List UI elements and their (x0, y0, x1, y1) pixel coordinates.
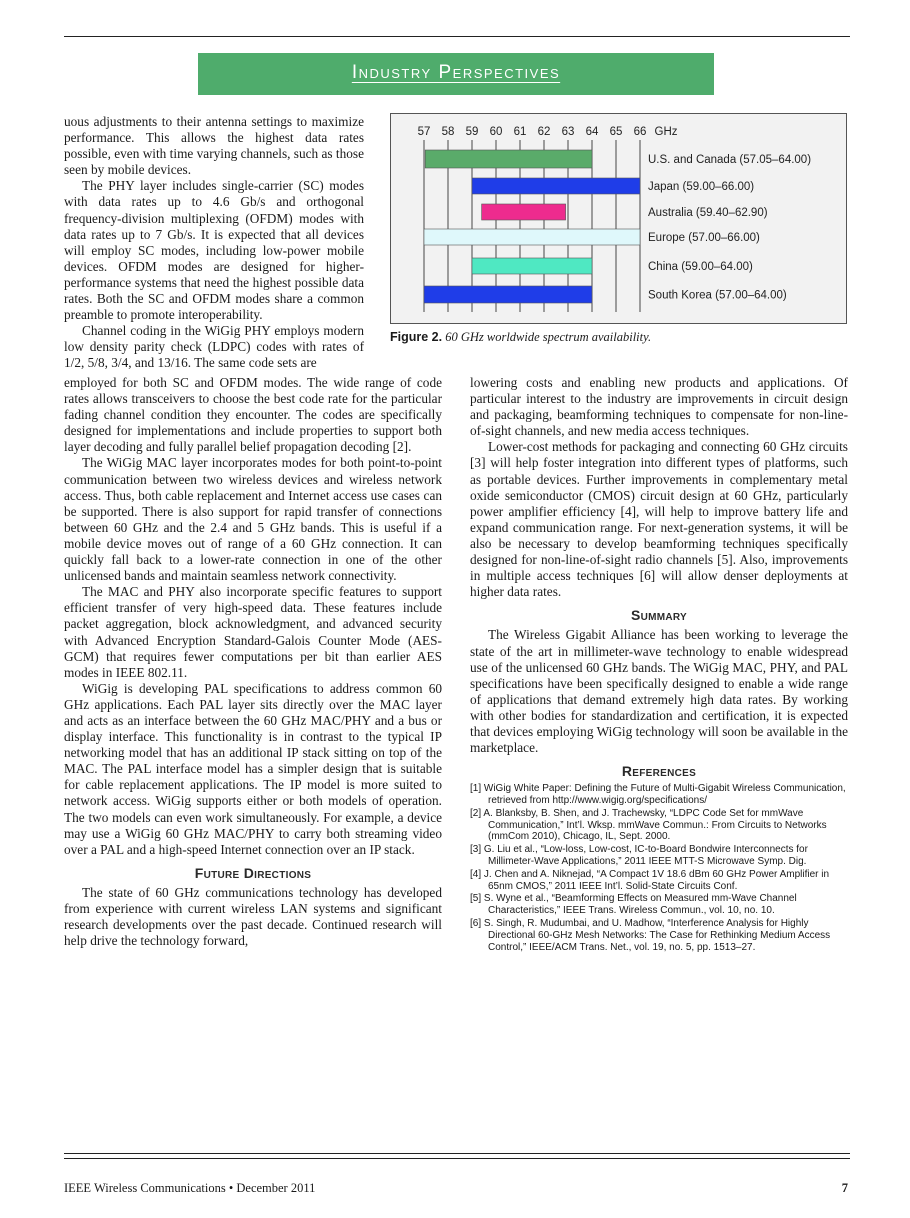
spectrum-bar (482, 204, 566, 220)
spectrum-bar (424, 229, 640, 245)
paragraph: WiGig is developing PAL specifications to address common 60 GHz applications. Each PAL layer sits directly over the MAC layer and acts as an interface between the 60 GHz MAC/PHY and a bus or display interface. This functionality is in contrast to the typical IP networking model that has an additional IP stack sitting on top of the MAC. The PAL interface model has a simpler design that is suitable for cable replacement applications. The IP model is more suited to network access. WiGig supports either or both models of operation. The two models can even work simultaneously. For example, a device may use a WiGig 60 GHz MAC/PHY to carry both streaming video over a PAL and a high-speed Internet connection over an IP stack. (64, 680, 442, 857)
paragraph: uous adjustments to their antenna settings to maximize performance. This allows the highest data rates possible, even with time varying channels, such as those seen by mobile devices. (64, 114, 364, 178)
paragraph: Channel coding in the WiGig PHY employs modern low density parity check (LDPC) codes with rates of 1/2, 5/8, 3/4, and 13/16. The same code sets are (64, 323, 364, 371)
future-directions-heading: Future Directions (194, 864, 312, 881)
spectrum-bar (472, 178, 640, 194)
summary-heading: Summary (630, 607, 688, 624)
reference-item: [5] S. Wyne et al., “Beamforming Effects on Measured mm-Wave Channel Characteristics,” IEEE Trans. Wireless Commun., vol. 10, no. 10. (470, 893, 797, 917)
paragraph: The state of 60 GHz communications technology has developed from experience with current wireless LAN systems and significant research developments over the past decade. Continued research will help drive the technology forward, (64, 884, 442, 949)
bar-label: U.S. and Canada (57.05–64.00) (648, 154, 812, 166)
figure-caption-text: 60 GHz worldwide spectrum availability. (445, 330, 652, 344)
reference-item: [4] J. Chen and A. Niknejad, “A Compact 1V 18.6 dBm 60 GHz Power Amplifier in 65nm CMOS,” 2011 IEEE Int’l. Solid-State Circuits Conf. (470, 868, 830, 892)
bar-label: Japan (59.00–66.00) (648, 181, 755, 193)
bar-label: South Korea (57.00–64.00) (648, 289, 787, 302)
paragraph: The MAC and PHY also incorporate specific features to support efficient transfer of very high-speed data. These features include packet aggregation, block acknowledgment, and advanced security with Advanced Encryption Standard-Galois Counter Mode (AES-GCM) that requires fewer computations per bit than earlier AES modes in IEEE 802.11. (64, 584, 442, 680)
spectrum-bar (425, 150, 592, 168)
tick-label: 58 (441, 126, 455, 138)
spectrum-chart (390, 113, 847, 324)
right-main-column (470, 375, 848, 954)
spectrum-bar (472, 258, 592, 274)
spectrum-chart-svg (391, 114, 846, 323)
tick-label: 66 (633, 126, 647, 138)
footer-rule-1 (64, 1153, 850, 1154)
bar-label: Australia (59.40–62.90) (648, 207, 768, 219)
tick-label: 64 (585, 126, 599, 138)
left-top-column (64, 114, 364, 372)
bar-label: Europe (57.00–66.00) (648, 232, 760, 244)
bar-label: China (59.00–64.00) (648, 261, 753, 273)
axis-unit-label: GHz (654, 126, 678, 138)
paragraph: The PHY layer includes single-carrier (SC) modes with data rates up to 4.6 Gb/s and orthogonal frequency-division multiplexing (OFDM) modes with data rates up to 7 Gb/s. It is expected that all devices will employ SC modes, including low-power mobile devices. OFDM modes are designed for higher-performance systems that need the highest possible data rates. Both the SC and OFDM modes share a common preamble to promote interoperability. (64, 178, 364, 323)
tick-label: 65 (609, 126, 623, 138)
left-main-column (64, 375, 442, 949)
tick-label: 59 (465, 126, 479, 138)
tick-label: 61 (513, 126, 527, 138)
footer-rule-2 (64, 1158, 850, 1159)
paragraph: lowering costs and enabling new products and applications. Of particular interest to the industry are improvements in circuit design and packaging, beamforming techniques to compensate for non-line-of-sight channels, and new media access techniques. (470, 375, 848, 439)
tick-label: 62 (537, 126, 551, 138)
footer-journal: IEEE Wireless Communications • December 2011 (64, 1181, 316, 1195)
tick-label: 57 (417, 126, 431, 138)
paragraph: The Wireless Gigabit Alliance has been working to leverage the state of the art in millimeter-wave technology to enable widespread use of the unlicensed 60 GHz bands. The WiGig MAC, PHY, and PAL specifications have been specifically designed to enable a wide range of applications that demand extremely high data rates. By working with other bodies for standardization and certification, it is expected that devices employing WiGig technology will soon be available in the marketplace. (470, 627, 848, 756)
page-number: 7 (841, 1181, 848, 1195)
reference-item: [6] S. Singh, R. Mudumbai, and U. Madhow, “Interference Analysis for Highly Directional 60-GHz Mesh Networks: The Case for Rethinking Medium Access Control,” IEEE/ACM Trans. Net., vol. 19, no. 5, pp. 1513–27. (470, 918, 831, 953)
reference-item: [3] G. Liu et al., “Low-loss, Low-cost, IC-to-Board Bondwire Interconnects for Millimeter-Wave Applications,” 2011 IEEE MTT-S Microwave Symp. Dig. (470, 844, 808, 868)
reference-list (470, 783, 848, 953)
reference-item: [2] A. Blanksby, B. Shen, and J. Trachewsky, “LDPC Code Set for mmWave Communication,” Int’l. Wksp. mmWave Commun.: From Circuits to Networks (mmCom 2010), Chicago, IL, Sept. 2000. (470, 807, 827, 843)
figure-label: Figure 2. (390, 330, 443, 344)
paragraph: Lower-cost methods for packaging and connecting 60 GHz circuits [3] will help foster integration into different types of platforms, such as portable devices. Further improvements in complementary metal oxide semiconductor (CMOS) circuit design at 60 GHz, particularly power amplifier efficiency [4], will help to improve battery life and expand communication range. For next-generation systems, it will be also be necessary to develop beamforming techniques specifically designed for non-line-of-sight radio channels [5]. Also, improvements in multiple access techniques [6] will allow denser deployments at higher data rates. (470, 439, 848, 600)
top-rule (64, 36, 850, 37)
banner-title: Industry Perspectives (351, 62, 561, 83)
spectrum-bar (424, 286, 592, 303)
tick-label: 60 (489, 126, 503, 138)
paragraph: employed for both SC and OFDM modes. The wide range of code rates allows transceivers to choose the best code rate for the particular fading channel condition they encounter. The codes are specifically designed for implementations and include properties to support both layer decoding and fully parallel belief propagation decoding [2]. (64, 375, 442, 455)
figure-caption (390, 330, 850, 345)
section-banner (198, 53, 714, 95)
reference-item: [1] WiGig White Paper: Defining the Future of Multi-Gigabit Wireless Communication, retrieved from http://www.wigig.org/specifications/ (470, 783, 846, 807)
paragraph: The WiGig MAC layer incorporates modes for both point-to-point communication between two wireless devices and wireless network access. Thus, both cable replacement and Internet access use cases can be supported. There is also support for rapid transfer of connections between 60 GHz and the 2.4 and 5 GHz bands. This is useful if a mobile device moves out of range of a 60 GHz connection. It can quickly fall back to a lower-rate connection in one of the other unlicensed bands and maintain seamless network connectivity. (64, 455, 442, 584)
references-heading: References (621, 763, 697, 780)
tick-label: 63 (561, 126, 575, 138)
